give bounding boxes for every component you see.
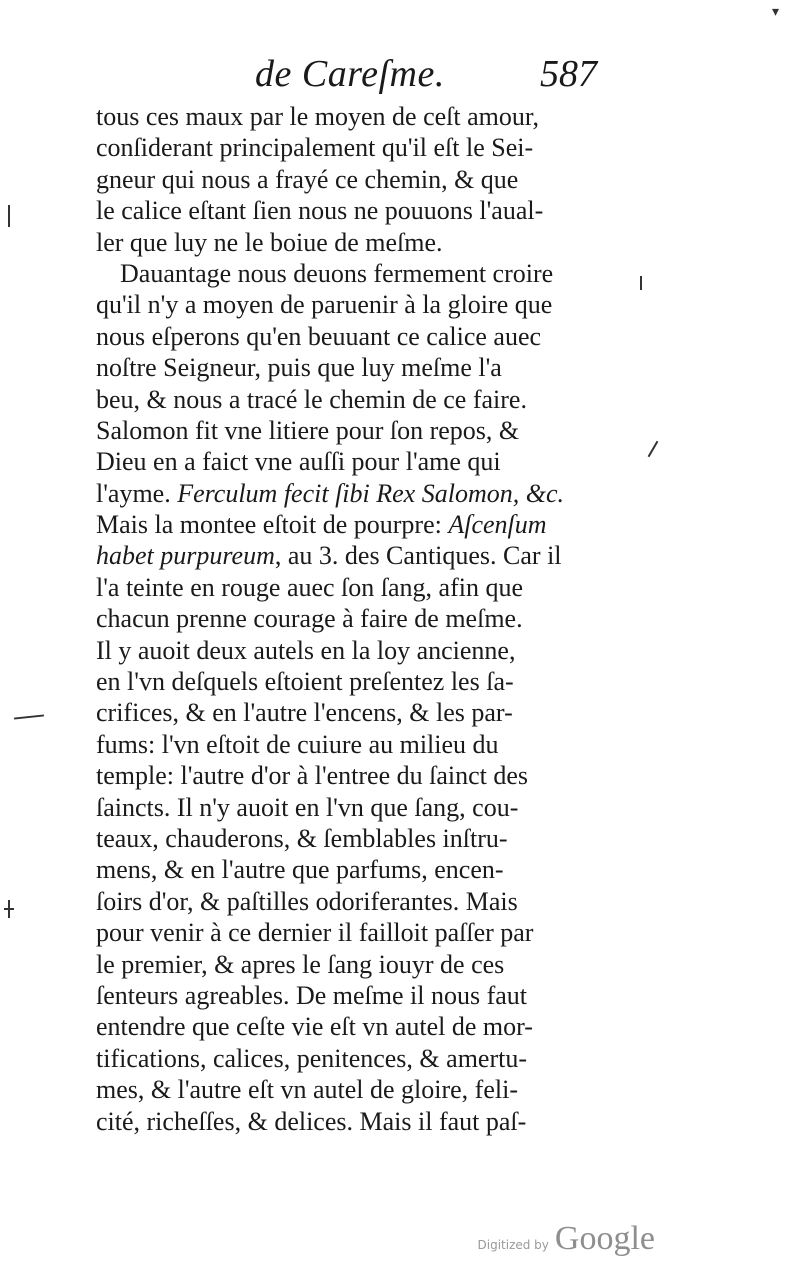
body-text	[96, 101, 606, 1137]
text-line	[96, 509, 606, 540]
text-line	[96, 540, 606, 571]
text-line: cité, richeſſes, & delices. Mais il faut paſ-	[96, 1106, 527, 1136]
text-line: noſtre Seigneur, puis que luy meſme l'a	[96, 353, 502, 383]
text-segment: Mais la montee eſtoit de pourpre:	[96, 510, 449, 540]
google-watermark	[478, 1220, 656, 1258]
text-line: le premier, & apres le ſang iouyr de ces	[96, 949, 505, 979]
text-line: en l'vn deſquels eſtoient preſentez les ſa-	[96, 667, 514, 697]
text-line: fums: l'vn eſtoit de cuiure au milieu du	[96, 729, 499, 759]
text-segment: l'ayme.	[96, 478, 178, 508]
text-line: Il y auoit deux autels en la loy ancienne,	[96, 635, 516, 665]
text-line: ler que luy ne le boiue de meſme.	[96, 227, 443, 257]
margin-mark	[648, 441, 659, 458]
latin-quote: habet purpureum	[96, 541, 275, 571]
text-line	[96, 478, 606, 509]
text-line: tous ces maux par le moyen de ceſt amour,	[96, 102, 539, 131]
latin-quote: Ferculum fecit ſibi Rex Salomon, &c.	[177, 478, 564, 508]
text-line: qu'il n'y a moyen de paruenir à la gloire que	[96, 290, 553, 320]
text-line: temple: l'autre d'or à l'entree du ſainct des	[96, 761, 529, 791]
google-logo: Google	[554, 1220, 655, 1257]
text-line: ſoirs d'or, & paſtilles odoriferantes. Mais	[96, 886, 518, 916]
text-line: mens, & en l'autre que parfums, encen-	[96, 855, 504, 885]
text-line: ſenteurs agreables. De meſme il nous faut	[96, 980, 528, 1010]
page-number: 587	[540, 53, 597, 95]
text-line: chacun prenne courage à faire de meſme.	[96, 604, 523, 634]
text-line: ſaincts. Il n'y auoit en l'vn que ſang, cou-	[96, 792, 519, 822]
text-segment: , au 3. des Cantiques. Car il	[274, 541, 562, 571]
text-line: l'a teinte en rouge auec ſon ſang, afin que	[96, 572, 524, 602]
corner-mark-icon: ▾	[771, 4, 779, 20]
text-line: beu, & nous a tracé le chemin de ce faire.	[96, 384, 527, 414]
text-line: Dieu en a faict vne auſſi pour l'ame qui	[96, 447, 501, 477]
text-line: pour venir à ce dernier il failloit paſſer par	[96, 918, 534, 948]
margin-mark	[8, 205, 10, 227]
text-line: conſiderant principalement qu'il eſt le Sei-	[96, 133, 534, 163]
text-line: nous eſperons qu'en beuuant ce calice auec	[96, 321, 542, 351]
text-line: Salomon fit vne litiere pour ſon repos, &	[96, 415, 520, 445]
margin-mark	[14, 714, 44, 719]
text-line: mes, & l'autre eſt vn autel de gloire, feli-	[96, 1075, 518, 1105]
text-line: entendre que ceſte vie eſt vn autel de mor-	[96, 1012, 533, 1042]
text-line: Dauantage nous deuons fermement croire	[120, 258, 554, 288]
text-line: crifices, & en l'autre l'encens, & les par-	[96, 698, 513, 728]
running-head: de Careſme.	[255, 53, 445, 95]
text-line: tifications, calices, penitences, & amertu-	[96, 1043, 527, 1073]
margin-mark	[4, 908, 14, 910]
latin-quote: Aſcenſum	[448, 510, 547, 540]
text-line: gneur qui nous a frayé ce chemin, & que	[96, 164, 519, 194]
margin-mark	[640, 276, 642, 290]
text-line: le calice eſtant ſien nous ne pouuons l'aual-	[96, 196, 544, 226]
watermark-prefix: Digitized by	[477, 1238, 549, 1252]
text-line: teaux, chauderons, & ſemblables inſtru-	[96, 823, 508, 853]
